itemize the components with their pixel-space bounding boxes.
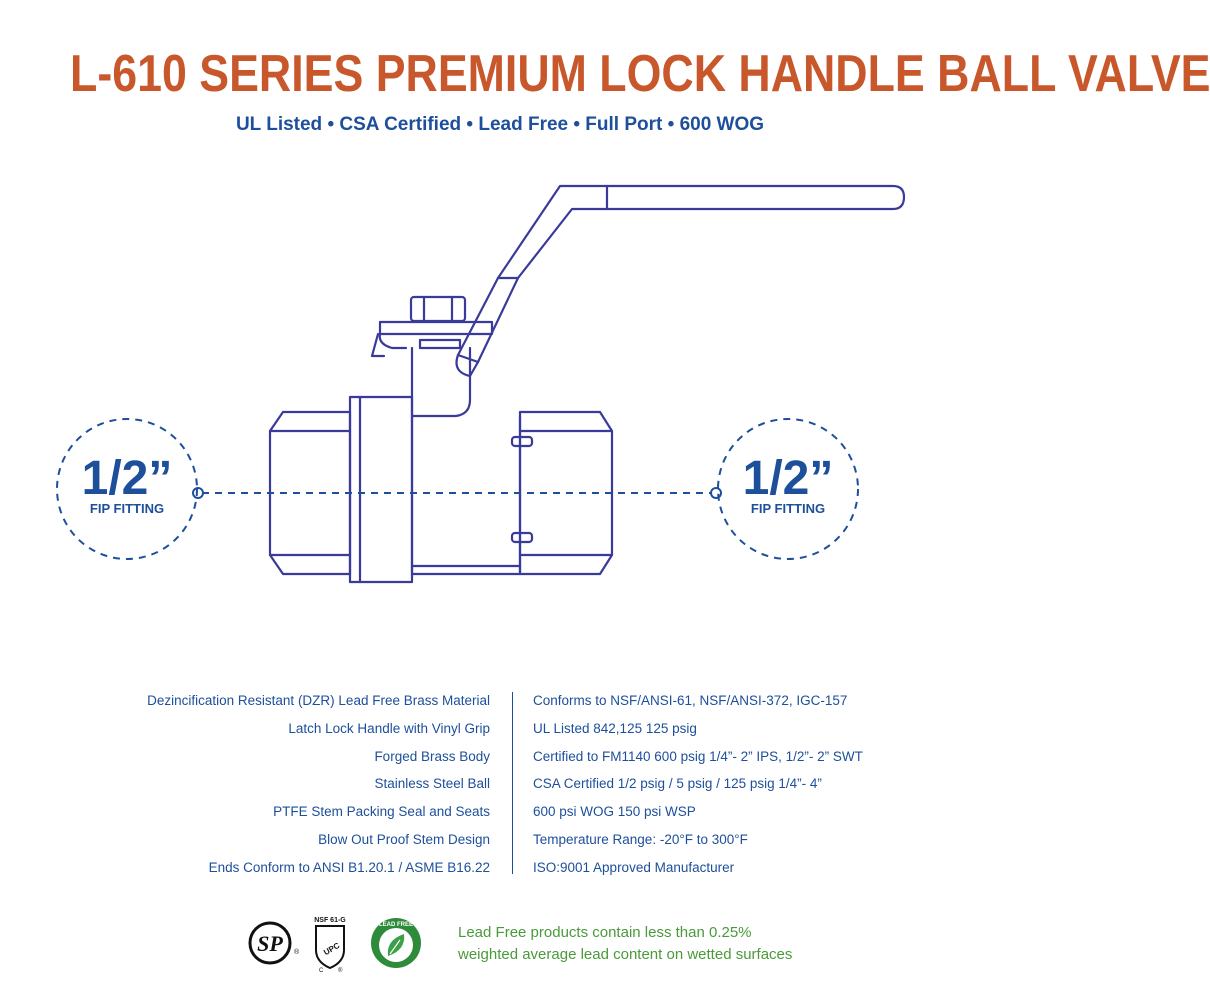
lead-note-line-1: Lead Free products contain less than 0.25% <box>458 924 752 941</box>
spec-divider <box>512 692 513 874</box>
right-fitting-size: 1/2” <box>742 452 834 505</box>
spec-item: Blow Out Proof Stem Design <box>318 831 490 847</box>
spec-item: Dezincification Resistant (DZR) Lead Free Brass Material <box>147 693 490 708</box>
svg-text:UPC: UPC <box>322 940 342 958</box>
lead-free-note <box>458 922 792 966</box>
spec-list <box>0 690 1000 886</box>
svg-text:NSF 61-G: NSF 61-G <box>314 917 346 924</box>
spec-column-left <box>40 690 490 885</box>
spec-item: Forged Brass Body <box>374 748 490 764</box>
spec-item: Temperature Range: -20°F to 300°F <box>533 831 748 847</box>
handle-arm <box>498 186 607 278</box>
spec-item: Latch Lock Handle with Vinyl Grip <box>288 720 490 736</box>
spec-item: CSA Certified 1/2 psig / 5 psig / 125 psig 1/4”- 4” <box>533 776 822 792</box>
spec-item: Conforms to NSF/ANSI-61, NSF/ANSI-372, IGC-157 <box>533 693 848 708</box>
svg-text:C: C <box>319 968 324 974</box>
spec-item: Stainless Steel Ball <box>374 776 490 792</box>
ball-valve-drawing <box>0 170 1000 630</box>
spec-item: UL Listed 842,125 125 psig <box>533 720 697 736</box>
svg-text:®: ® <box>294 949 300 956</box>
csa-logo-icon <box>250 923 300 963</box>
spec-item: PTFE Stem Packing Seal and Seats <box>273 804 490 820</box>
lead-note-line-2: weighted average lead content on wetted surfaces <box>458 946 793 963</box>
valve-diagram <box>0 170 1000 630</box>
spec-item: 600 psi WOG 150 psi WSP <box>533 804 696 820</box>
spec-item: Ends Conform to ANSI B1.20.1 / ASME B16.22 <box>208 859 490 875</box>
left-fitting-label: FIP FITTING <box>89 501 165 516</box>
spec-item: Certified to FM1140 600 psig 1/4”- 2” IPS, 1/2”- 2” SWT <box>533 748 863 764</box>
lead-free-leaf-icon <box>371 918 421 968</box>
nsf-upc-logo-icon <box>314 917 346 974</box>
svg-text:®: ® <box>338 968 343 974</box>
stem-nut <box>411 297 465 321</box>
handle-grip <box>607 186 904 209</box>
right-fitting-label: FIP FITTING <box>750 501 826 516</box>
spec-item: ISO:9001 Approved Manufacturer <box>533 859 735 875</box>
left-fitting-size: 1/2” <box>81 452 173 505</box>
svg-text:LEAD FREE: LEAD FREE <box>378 922 414 928</box>
spec-column-right <box>533 690 973 885</box>
svg-text:SP: SP <box>257 931 283 956</box>
page-title: L-610 SERIES PREMIUM LOCK HANDLE BALL VALVE <box>70 45 1210 103</box>
page-subtitle: UL Listed • CSA Certified • Lead Free • Full Port • 600 WOG <box>235 114 765 135</box>
certification-logos <box>248 914 428 972</box>
